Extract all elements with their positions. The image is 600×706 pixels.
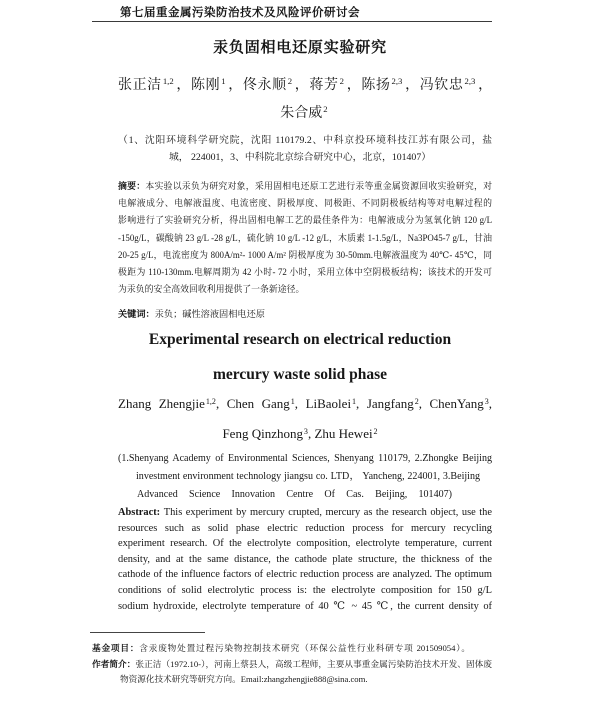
affiliation-marker: 1 (290, 396, 295, 406)
abstract-cn-line: 极距为 110-130mm.电解周期为 42 小时- 72 小时，采用立体中空阴极板结构；该技术的开发可 (118, 267, 492, 278)
conference-header (92, 5, 492, 22)
affiliation-cn-line: 城， 224001，3、中科院北京综合研究中心，北京，101407） (168, 152, 432, 163)
author-separator: , (294, 396, 299, 411)
affiliation-marker: 1,2 (162, 76, 174, 87)
affiliation-en-line: investment environment technology jiangsu co. LTD， Yancheng, 224001, 3.Beijing (136, 471, 480, 482)
author-line-cn (118, 72, 492, 100)
author-name-en: Jangfang (366, 396, 414, 411)
affiliation-marker: 3 (303, 426, 308, 436)
affiliation-marker: 2 (287, 76, 293, 87)
affiliation-marker: 3 (484, 396, 489, 406)
abstract-en-line: sodium hydroxide, electrolyte temperature of 40 ℃ ~ 45 ℃, the current density of (118, 600, 492, 612)
author-separator: ， (346, 78, 362, 93)
abstract-en-line: cathode of the influence factors of electric reduction process are analyzed. The optimum (118, 569, 492, 581)
affiliation-en-line: Advanced Science Innovation Centre Of Cas. Beijing, 101407) (137, 489, 452, 500)
abstract-cn-text: 本实验以汞负为研究对象，采用固相电还原工艺进行汞等重金属资源回收实验研究，对 (145, 181, 493, 191)
affiliation-marker: 2 (323, 104, 328, 115)
author-name-en: Chen Gang (226, 396, 290, 411)
author-name-en: ChenYang (429, 396, 484, 411)
abstract-en-line: resources such as solid phase electric reduction process for mercury recycling (118, 522, 492, 534)
author-separator: ， (404, 78, 420, 93)
author-name-en: Zhang Zhengjie (118, 396, 205, 411)
author-bio-line (92, 657, 492, 673)
author-line-cn (100, 100, 510, 128)
affiliation-cn (100, 132, 500, 166)
author-name-cn: 朱合威 (280, 106, 323, 121)
abstract-cn-label: 摘要： (118, 181, 146, 191)
affiliation-cn-line: （1、沈阳环境科学研究院，沈阳 110179.2、中科京投环境科技江苏有限公司，盐 (118, 135, 492, 146)
author-separator: , (488, 396, 493, 411)
author-separator: , (215, 396, 220, 411)
author-name-cn: 陈扬 (361, 78, 391, 93)
abstract-cn-line: 影响进行了实验研究分析，得出固相电解工艺的最佳条件为：电解液成分为氢氧化钠 120 g/L (118, 215, 492, 226)
keywords-cn-label: 关键词： (118, 309, 155, 319)
author-bio-line: 物资源化技术研究等研究方向。Email:zhangzhengjie888@sina.com. (120, 674, 368, 684)
author-separator: ， (175, 78, 191, 93)
affiliation-marker: 2 (373, 426, 378, 436)
abstract-en-line: conditions of solid electrolytic process is: the electrolyte composition for 150 g/L (118, 584, 492, 596)
paper-title-en-line: Experimental research on electrical reduction (148, 331, 452, 348)
author-name-cn: 蒋芳 (309, 78, 339, 93)
author-separator: , (418, 396, 422, 411)
paper-title-en (0, 322, 600, 392)
abstract-cn-line (118, 178, 492, 195)
abstract-cn (118, 178, 492, 298)
author-line-en (118, 389, 492, 419)
abstract-cn-line: 为汞负的安全高效回收利用提供了一条新途径。 (118, 284, 305, 295)
abstract-en-line: experiment research. Of the electrolyte composition, electrolyte temperature, current (118, 538, 492, 550)
abstract-en-line: density, and at the same distance, the cathode plate structure, the thickness of the (118, 553, 492, 565)
author-name-cn: 冯钦忠 (419, 78, 464, 93)
author-name-en: LiBaolei (305, 396, 352, 411)
abstract-en-label: Abstract: (118, 507, 161, 518)
keywords-cn-text: 汞负；碱性溶液固相电还原 (154, 309, 265, 319)
abstract-cn-line: 20-25 g/L，电流密度为 800A/m²- 1000 A/m² 阴极厚度为 30-50mm.电解液温度为 40℃- 45℃，同 (118, 249, 492, 260)
author-list-en (100, 389, 500, 449)
author-separator: ， (227, 78, 243, 93)
author-name-cn: 张正洁 (118, 78, 162, 93)
affiliation-marker: 2 (339, 76, 344, 87)
funding-note (92, 641, 470, 657)
abstract-en-line (118, 505, 492, 521)
footnotes (92, 641, 492, 688)
affiliation-en-line: (1.Shenyang Academy of Environmental Sciences, Shenyang 110179, 2.Zhongke Beijing (118, 453, 492, 464)
affiliation-en (118, 450, 492, 504)
author-separator: ， (294, 78, 310, 93)
affiliation-marker: 2 (414, 396, 419, 406)
affiliation-marker: 1 (352, 396, 357, 406)
affiliation-marker: 2,3 (391, 76, 403, 87)
author-name-en: Zhu Hewei (314, 426, 373, 441)
author-bio-label: 作者简介： (92, 658, 136, 669)
affiliation-marker: 1,2 (205, 396, 216, 406)
author-separator: ， (477, 78, 493, 93)
author-name-en: Feng Qinzhong (222, 426, 303, 441)
abstract-en-text: This experiment by mercury crupted, mercury as the research object, use the (163, 507, 492, 518)
footnote-divider (90, 632, 205, 633)
author-name-cn: 陈刚 (191, 78, 221, 93)
author-bio-text: 张正洁（1972.10-），河南上蔡县人，高级工程师，主要从事重金属污染防治技术开发、固体废 (135, 658, 492, 669)
funding-text: 含汞废物处置过程污染物控制技术研究（环保公益性行业科研专项 201509054）。 (139, 643, 470, 653)
paper-title-en-line: mercury waste solid phase (212, 366, 388, 383)
keywords-cn (118, 306, 492, 322)
abstract-en (118, 505, 492, 614)
conference-name: 第七届重金属污染防治技术及风险评价研讨会 (120, 7, 360, 19)
funding-label: 基金项目： (92, 643, 140, 653)
author-name-cn: 佟永顺 (242, 78, 287, 93)
author-line-en (100, 419, 500, 449)
author-separator: , (356, 396, 360, 411)
author-separator: , (307, 426, 312, 441)
paper-title-cn: 汞负固相电还原实验研究 (213, 40, 387, 56)
affiliation-marker: 1 (221, 76, 226, 87)
affiliation-marker: 2,3 (464, 76, 476, 87)
author-list-cn (100, 72, 510, 128)
abstract-cn-line: 电解液成分、电解液温度、电流密度、阴极厚度、同极距、不同阴极板结构等对电解过程的 (118, 198, 492, 209)
abstract-cn-line: -150g/L，碳酸钠 23 g/L -28 g/L，硫化钠 10 g/L -12 g/L，木质素 1-1.5g/L，Na3PO45-7 g/L，甘油 (118, 232, 492, 243)
